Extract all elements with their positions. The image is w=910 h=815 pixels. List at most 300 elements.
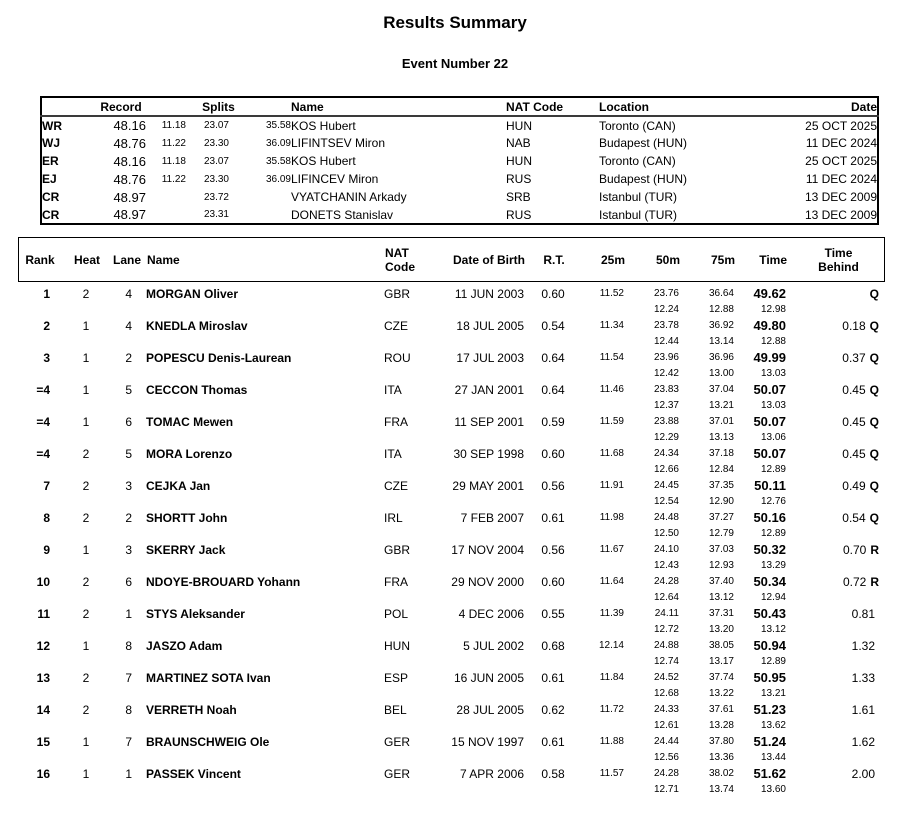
swimmer-name-cell: SHORTT John [146,510,228,525]
record-split1-cell: 11.22 [161,173,186,185]
split-25m-cell: 11.57 [599,768,624,779]
record-location-cell: Toronto (CAN) [599,154,676,168]
record-split2-cell: 23.07 [203,155,229,167]
header-nat-code: NAT Code [385,245,415,274]
split-25m-cell: 11.91 [599,480,624,491]
lap-100m-cell: 12.88 [760,336,786,347]
lap-100m-cell: 12.89 [760,656,786,667]
final-time-cell: 50.07 [753,446,786,461]
lap-75m-cell: 13.13 [708,432,734,443]
page-title: Results Summary [383,13,527,32]
results-table [18,237,885,797]
record-date-cell: 13 DEC 2009 [804,190,877,204]
time-behind-cell [790,735,885,749]
event-number-subtitle: Event Number 22 [401,56,509,71]
split-25m-cell: 11.52 [599,288,624,299]
time-behind-cell [790,703,885,717]
lane-cell: 6 [125,574,132,589]
heat-cell: 1 [82,638,90,653]
final-time-cell: 50.07 [753,414,786,429]
result-row [18,541,885,573]
records-header-date: Date [756,97,878,116]
record-location-cell: Budapest (HUN) [599,172,688,186]
record-split3-cell [229,206,291,224]
result-row [18,285,885,317]
swimmer-name-cell: MORA Lorenzo [146,446,233,461]
result-row [18,317,885,349]
heat-cell: 2 [82,286,90,301]
rank-cell: 8 [43,510,50,525]
lap-75m-cell: 12.79 [708,528,734,539]
split-75m-cell: 37.31 [708,608,734,619]
reaction-time-cell: 0.60 [541,446,565,461]
swimmer-name-cell: KNEDLA Miroslav [146,318,248,333]
lane-cell: 1 [125,606,132,621]
split-50m-cell: 24.11 [654,608,679,619]
time-behind-value: 0.70 [842,542,867,557]
result-row [18,765,885,797]
reaction-time-cell: 0.60 [541,574,565,589]
time-behind-cell [790,447,885,461]
split-25m-cell: 11.34 [599,320,624,331]
lap-100m-cell: 12.89 [760,464,786,475]
heat-cell: 2 [82,702,90,717]
lap-100m-cell: 13.62 [760,720,786,731]
date-of-birth-cell: 29 MAY 2001 [452,478,524,493]
final-time-cell: 49.99 [753,350,786,365]
split-50m-cell: 23.88 [653,416,679,427]
records-header-splits: Splits [146,97,291,116]
record-nat-cell: RUS [506,172,532,186]
time-behind-value: 0.49 [842,478,866,493]
rank-cell: 7 [43,478,50,493]
qualification-letter: Q [869,382,879,397]
swimmer-name-cell: PASSEK Vincent [146,766,241,781]
swimmer-name-cell: CECCON Thomas [146,382,248,397]
lap-100m-cell: 12.89 [760,528,786,539]
heat-cell: 2 [82,670,90,685]
swimmer-name-cell: STYS Aleksander [146,606,245,621]
heat-cell: 1 [82,766,90,781]
time-behind-value: 0.72 [842,574,867,589]
swimmer-name-cell: TOMAC Mewen [146,414,234,429]
record-split3-cell [229,188,291,206]
lap-75m-cell: 12.84 [708,464,734,475]
lane-cell: 3 [125,478,132,493]
record-time-cell: 48.16 [113,153,146,169]
nat-code-cell: CZE [384,318,408,333]
lap-75m-cell: 13.36 [708,752,734,763]
lap-75m-cell: 13.21 [708,400,734,411]
result-row [18,637,885,669]
lane-cell: 7 [125,734,132,749]
split-25m-cell: 11.68 [599,448,624,459]
split-25m-cell: 11.46 [599,384,624,395]
records-header-row [41,97,878,116]
reaction-time-cell: 0.55 [541,606,565,621]
rank-cell: 12 [36,638,50,653]
record-row [41,116,878,134]
records-header-location: Location [599,97,756,116]
qualification-letter: Q [869,414,879,429]
lap-100m-cell: 13.29 [760,560,786,571]
final-time-cell: 50.43 [753,606,786,621]
time-behind-cell [790,383,885,397]
header-time-behind: Time Behind [818,245,859,274]
lap-75m-cell: 13.74 [708,784,734,795]
nat-code-cell: ROU [384,350,411,365]
date-of-birth-cell: 11 SEP 2001 [454,414,524,429]
swimmer-name-cell: CEJKA Jan [146,478,211,493]
lap-50m-cell: 12.44 [653,336,679,347]
date-of-birth-cell: 7 FEB 2007 [460,510,524,525]
rank-cell: 1 [43,286,50,301]
record-split1-cell: 11.18 [161,155,186,167]
split-25m-cell: 11.72 [599,704,624,715]
split-75m-cell: 38.02 [708,768,734,779]
nat-code-cell: FRA [384,574,408,589]
reaction-time-cell: 0.60 [541,286,565,301]
nat-code-cell: ITA [384,382,402,397]
time-behind-value: 0.45 [842,446,866,461]
records-header-record: Record [96,97,146,116]
lane-cell: 4 [125,286,132,301]
lane-cell: 1 [125,766,132,781]
date-of-birth-cell: 17 JUL 2003 [456,350,524,365]
time-behind-cell [790,767,885,781]
lap-75m-cell: 13.28 [708,720,734,731]
lap-75m-cell: 13.20 [708,624,734,635]
time-behind-cell [790,511,885,525]
lap-75m-cell: 13.00 [708,368,734,379]
header-time: Time [759,252,787,267]
time-behind-cell [790,575,885,589]
lap-75m-cell: 12.90 [708,496,734,507]
results-header-box [18,237,885,282]
swimmer-name-cell: JASZO Adam [146,638,223,653]
record-row [41,206,878,224]
final-time-cell: 51.62 [753,766,786,781]
record-location-cell: Toronto (CAN) [599,118,676,133]
record-type-cell: CR [42,190,60,204]
time-behind-cell [790,287,885,301]
date-of-birth-cell: 28 JUL 2005 [456,702,524,717]
date-of-birth-cell: 29 NOV 2000 [451,574,524,589]
heat-cell: 1 [82,350,90,365]
lap-50m-cell: 12.72 [653,624,679,635]
lap-75m-cell: 13.12 [708,592,734,603]
swimmer-name-cell: MORGAN Oliver [146,286,239,301]
split-75m-cell: 37.27 [708,512,734,523]
record-row [41,134,878,152]
date-of-birth-cell: 16 JUN 2005 [453,670,524,685]
date-of-birth-cell: 18 JUL 2005 [456,318,524,333]
reaction-time-cell: 0.56 [541,478,565,493]
nat-code-cell: GBR [384,286,411,301]
final-time-cell: 49.62 [753,286,786,301]
date-of-birth-cell: 15 NOV 1997 [451,734,524,749]
records-header-name: Name [291,97,506,116]
record-split1-cell [146,188,186,206]
rank-cell: 3 [43,350,50,365]
lane-cell: 5 [125,382,132,397]
split-75m-cell: 37.40 [708,576,734,587]
time-behind-value: 1.62 [851,734,875,749]
heat-cell: 1 [82,382,90,397]
final-time-cell: 50.34 [753,574,786,589]
lap-100m-cell: 13.03 [760,400,786,411]
nat-code-cell: GER [384,766,411,781]
final-time-cell: 50.94 [753,638,786,653]
records-table [40,96,879,225]
time-behind-value: 0.45 [842,382,866,397]
record-split3-cell: 35.58 [265,155,291,167]
lap-50m-cell: 12.43 [653,560,679,571]
lane-cell: 8 [125,638,132,653]
record-holder-name-cell: LIFINTSEV Miron [291,136,386,150]
final-time-cell: 51.23 [753,702,786,717]
lap-100m-cell: 13.21 [760,688,786,699]
header-name: Name [147,252,180,267]
rank-cell: 15 [36,734,50,749]
time-behind-value: 0.54 [842,510,866,525]
split-25m-cell: 11.59 [599,416,624,427]
record-nat-cell: HUN [506,154,532,168]
record-split1-cell: 11.22 [161,137,186,149]
time-behind-value: 1.33 [851,670,875,685]
lap-100m-cell: 13.60 [760,784,786,795]
rank-cell: =4 [36,382,50,397]
record-holder-name-cell: DONETS Stanislav [291,207,394,222]
record-split1-cell: 11.18 [161,120,186,131]
date-of-birth-cell: 30 SEP 1998 [453,446,524,461]
record-location-cell: Istanbul (TUR) [599,207,678,222]
record-date-cell: 25 OCT 2025 [805,118,877,133]
result-row [18,701,885,733]
lap-75m-cell: 13.22 [708,688,734,699]
reaction-time-cell: 0.61 [541,670,565,685]
swimmer-name-cell: SKERRY Jack [146,542,226,557]
header-25m: 25m [600,252,625,267]
nat-code-cell: POL [384,606,409,621]
qualification-letter: Q [869,510,879,525]
heat-cell: 2 [82,574,90,589]
final-time-cell: 49.80 [753,318,786,333]
nat-code-cell: CZE [384,478,408,493]
record-type-cell: WR [42,118,62,133]
lap-75m-cell: 13.17 [708,656,734,667]
record-row [41,170,878,188]
swimmer-name-cell: POPESCU Denis-Laurean [146,350,292,365]
split-50m-cell: 23.83 [653,384,679,395]
split-50m-cell: 23.76 [653,288,679,299]
split-75m-cell: 38.05 [708,640,734,651]
header-reaction-time: R.T. [543,252,565,267]
lap-50m-cell: 12.29 [653,432,679,443]
time-behind-value: 0.37 [842,350,866,365]
record-row [41,152,878,170]
heat-cell: 1 [82,318,90,333]
lane-cell: 4 [125,318,132,333]
time-behind-value: 0.81 [851,606,875,621]
result-row [18,413,885,445]
split-25m-cell: 11.39 [599,608,624,619]
record-holder-name-cell: KOS Hubert [291,154,356,168]
result-row [18,605,885,637]
split-75m-cell: 37.01 [708,416,734,427]
split-25m-cell: 11.54 [599,352,624,363]
records-header-nat-code: NAT Code [506,97,599,116]
lap-50m-cell: 12.68 [653,688,679,699]
lap-50m-cell: 12.64 [653,592,679,603]
nat-code-cell: ITA [384,446,402,461]
result-row [18,733,885,765]
swimmer-name-cell: BRAUNSCHWEIG Ole [146,734,270,749]
qualification-letter: R [870,542,879,557]
rank-cell: 16 [36,766,50,781]
reaction-time-cell: 0.58 [541,766,565,781]
time-behind-value: 0.18 [842,318,866,333]
records-header-type [41,97,96,116]
qualification-letter: Q [869,446,879,461]
split-75m-cell: 37.61 [708,704,734,715]
reaction-time-cell: 0.64 [541,382,565,397]
result-row [18,349,885,381]
record-time-cell: 48.97 [113,207,146,222]
rank-cell: 10 [36,574,50,589]
lane-cell: 2 [125,510,132,525]
rank-cell: 11 [37,606,50,621]
record-holder-name-cell: KOS Hubert [291,118,356,133]
swimmer-name-cell: VERRETH Noah [146,702,237,717]
split-50m-cell: 24.52 [653,672,679,683]
header-lane: Lane [113,252,142,267]
time-behind-cell [790,319,885,333]
final-time-cell: 50.16 [753,510,786,525]
lap-100m-cell: 12.76 [760,496,786,507]
split-75m-cell: 37.04 [708,384,734,395]
time-behind-cell [790,479,885,493]
reaction-time-cell: 0.62 [541,702,565,717]
lane-cell: 5 [125,446,132,461]
reaction-time-cell: 0.59 [541,414,565,429]
reaction-time-cell: 0.68 [541,638,565,653]
record-date-cell: 13 DEC 2009 [804,207,877,222]
lap-100m-cell: 13.44 [760,752,786,763]
lane-cell: 7 [125,670,132,685]
record-split2-cell: 23.30 [203,173,229,185]
lap-50m-cell: 12.42 [653,368,679,379]
split-50m-cell: 24.88 [653,640,679,651]
lap-100m-cell: 13.06 [760,432,786,443]
record-date-cell: 11 DEC 2024 [805,172,877,186]
split-75m-cell: 36.92 [708,320,734,331]
record-split2-cell: 23.72 [203,191,229,203]
nat-code-cell: FRA [384,414,408,429]
record-split2-cell: 23.31 [203,209,229,220]
record-holder-name-cell: VYATCHANIN Arkady [291,190,407,204]
split-75m-cell: 37.74 [708,672,734,683]
record-time-cell: 48.76 [113,171,146,187]
split-25m-cell: 11.88 [599,736,624,747]
lap-50m-cell: 12.71 [653,784,679,795]
heat-cell: 2 [82,478,90,493]
result-row [18,477,885,509]
lap-50m-cell: 12.66 [653,464,679,475]
split-75m-cell: 37.35 [708,480,734,491]
rank-cell: 13 [36,670,50,685]
record-holder-name-cell: LIFINCEV Miron [291,172,379,186]
split-50m-cell: 23.78 [653,320,679,331]
swimmer-name-cell: NDOYE-BROUARD Yohann [146,574,301,589]
record-location-cell: Budapest (HUN) [599,136,688,150]
split-50m-cell: 24.28 [653,768,679,779]
lap-50m-cell: 12.74 [653,656,679,667]
rank-cell: =4 [36,446,50,461]
result-row [18,669,885,701]
split-50m-cell: 24.10 [653,544,679,555]
split-25m-cell: 11.98 [599,512,624,523]
lane-cell: 3 [125,542,132,557]
record-type-cell: WJ [42,136,60,150]
split-50m-cell: 24.48 [653,512,679,523]
lap-50m-cell: 12.54 [653,496,679,507]
split-50m-cell: 24.33 [653,704,679,715]
time-behind-cell [790,351,885,365]
record-type-cell: CR [42,207,60,222]
lap-100m-cell: 12.98 [760,304,786,315]
lane-cell: 6 [125,414,132,429]
date-of-birth-cell: 27 JAN 2001 [454,382,524,397]
date-of-birth-cell: 4 DEC 2006 [458,606,524,621]
reaction-time-cell: 0.54 [541,318,565,333]
split-50m-cell: 24.34 [653,448,679,459]
result-row [18,445,885,477]
time-behind-value: 2.00 [851,766,875,781]
time-behind-cell [790,607,885,621]
rank-cell: 14 [36,702,50,717]
final-time-cell: 50.11 [754,478,786,493]
rank-cell: 9 [43,542,50,557]
header-75m: 75m [710,252,735,267]
qualification-letter: Q [869,286,879,301]
rank-cell: =4 [36,414,50,429]
heat-cell: 1 [82,542,90,557]
heat-cell: 1 [82,414,90,429]
result-row [18,573,885,605]
lap-50m-cell: 12.56 [653,752,679,763]
header-rank: Rank [25,252,55,267]
reaction-time-cell: 0.61 [541,734,565,749]
nat-code-cell: ESP [384,670,409,685]
nat-code-cell: BEL [384,702,407,717]
record-type-cell: EJ [42,172,57,186]
time-behind-cell [790,543,885,557]
lane-cell: 8 [125,702,132,717]
lane-cell: 2 [125,350,132,365]
heat-cell: 2 [82,606,90,621]
record-type-cell: ER [42,154,59,168]
qualification-letter: R [870,574,879,589]
record-nat-cell: SRB [506,190,531,204]
lap-75m-cell: 13.14 [708,336,734,347]
split-75m-cell: 37.18 [708,448,734,459]
split-50m-cell: 23.96 [653,352,679,363]
split-75m-cell: 36.96 [708,352,734,363]
split-25m-cell: 11.64 [599,576,624,587]
heat-cell: 2 [82,446,90,461]
nat-code-cell: GER [384,734,411,749]
